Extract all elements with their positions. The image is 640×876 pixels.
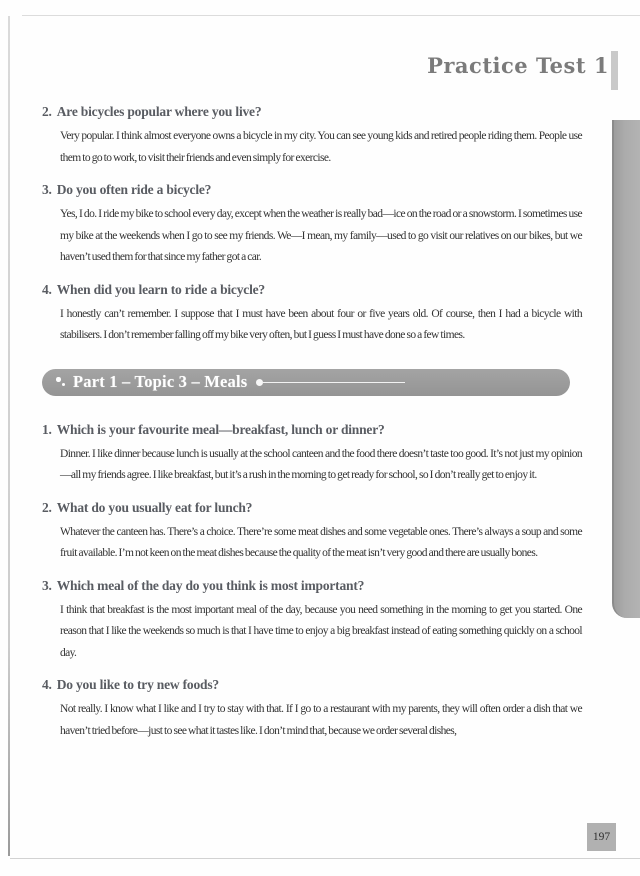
- qa-block: [42, 677, 582, 742]
- qa-block: [42, 281, 582, 347]
- page-content: [42, 104, 582, 755]
- question-number: 2.: [42, 104, 52, 119]
- question-heading: [42, 182, 578, 198]
- question-heading: [42, 500, 578, 516]
- question-number: 4.: [42, 677, 52, 692]
- answer-text: I honestly can’t remember. I suppose that I must have been about four or five years old. Of course, then I had a bicycle with stabilisers. I don’t remember falling off my bike very often, but I guess I must have done so a few times.: [60, 307, 582, 341]
- page-title: Practice Test 1: [427, 53, 609, 78]
- question-heading: [42, 578, 578, 594]
- answer-text: Yes, I do. I ride my bike to school every day, except when the weather is really bad—ice on the road or a snowstorm. I sometimes use my bike at the weekends when I go to see my friends. We—I mean, my family—used to go visit our relatives on our bikes, but we haven’t used them for that since my father got a car.: [60, 208, 582, 263]
- qa-block: [42, 182, 582, 269]
- part-topic-banner: [42, 369, 570, 396]
- section-side-tab: [612, 120, 640, 618]
- question-number: 3.: [42, 577, 52, 593]
- qa-block: [42, 421, 582, 487]
- question-number: 4.: [42, 281, 52, 297]
- question-text: Do you often ride a bicycle?: [56, 182, 212, 197]
- scan-bottom-edge-line: [10, 858, 640, 859]
- question-text: Are bicycles popular where you live?: [56, 104, 262, 119]
- answer-text: Whatever the canteen has. There’s a choice. There’re some meat dishes and some vegetable ones. There’s always a soup and some fruit available. I’m not keen on the meat dishes because the quality of the meat isn’t very good and there are usually bones.: [60, 525, 582, 559]
- scan-top-edge-line: [22, 15, 640, 16]
- question-heading: [42, 104, 578, 120]
- qa-block: [42, 104, 582, 169]
- question-text: Do you like to try new foods?: [56, 677, 219, 692]
- question-number: 3.: [42, 182, 52, 197]
- answer-text: Not really. I know what I like and I try to stay with that. If I go to a restaurant with my parents, they will often order a dish that we haven’t tried before—just to see what it tastes like. I don’t mind that, because we order several dishes,: [60, 703, 582, 737]
- question-heading: [42, 422, 578, 438]
- banner-rule-line: [263, 382, 405, 383]
- scan-left-edge-line: [8, 16, 10, 856]
- question-number: 1.: [42, 421, 52, 437]
- answer-text: Dinner. I like dinner because lunch is usually at the school canteen and the food there doesn’t taste too good. It’s not just my opinion—all my friends agree. I like breakfast, but it’s a rush in the morning to get ready for school, so I don’t really get to enjoy it.: [60, 447, 582, 481]
- answer-text: Very popular. I think almost everyone owns a bicycle in my city. You can see young kids and retired people riding them. People use them to go to work, to visit their friends and even simply for exercise.: [60, 130, 582, 164]
- question-number: 2.: [42, 499, 52, 515]
- bullet-icon: [256, 379, 263, 386]
- qa-block: [42, 499, 582, 565]
- question-text: When did you learn to ride a bicycle?: [56, 281, 265, 297]
- dots-icon: [56, 376, 66, 388]
- question-text: What do you usually eat for lunch?: [56, 499, 253, 515]
- question-heading: [42, 282, 578, 298]
- page-number-badge: 197: [587, 823, 616, 851]
- header-accent-bar: [611, 51, 618, 90]
- question-heading: [42, 677, 578, 693]
- question-text: Which meal of the day do you think is most important?: [56, 577, 365, 593]
- part-topic-banner-label: Part 1 – Topic 3 – Meals: [73, 372, 248, 391]
- question-text: Which is your favourite meal—breakfast, lunch or dinner?: [56, 421, 385, 437]
- answer-text: I think that breakfast is the most important meal of the day, because you need something in the morning to get you started. One reason that I like the weekends so much is that I have time to enjoy a big breakfast instead of eating something quickly on a school day.: [60, 603, 582, 659]
- qa-block: [42, 577, 582, 665]
